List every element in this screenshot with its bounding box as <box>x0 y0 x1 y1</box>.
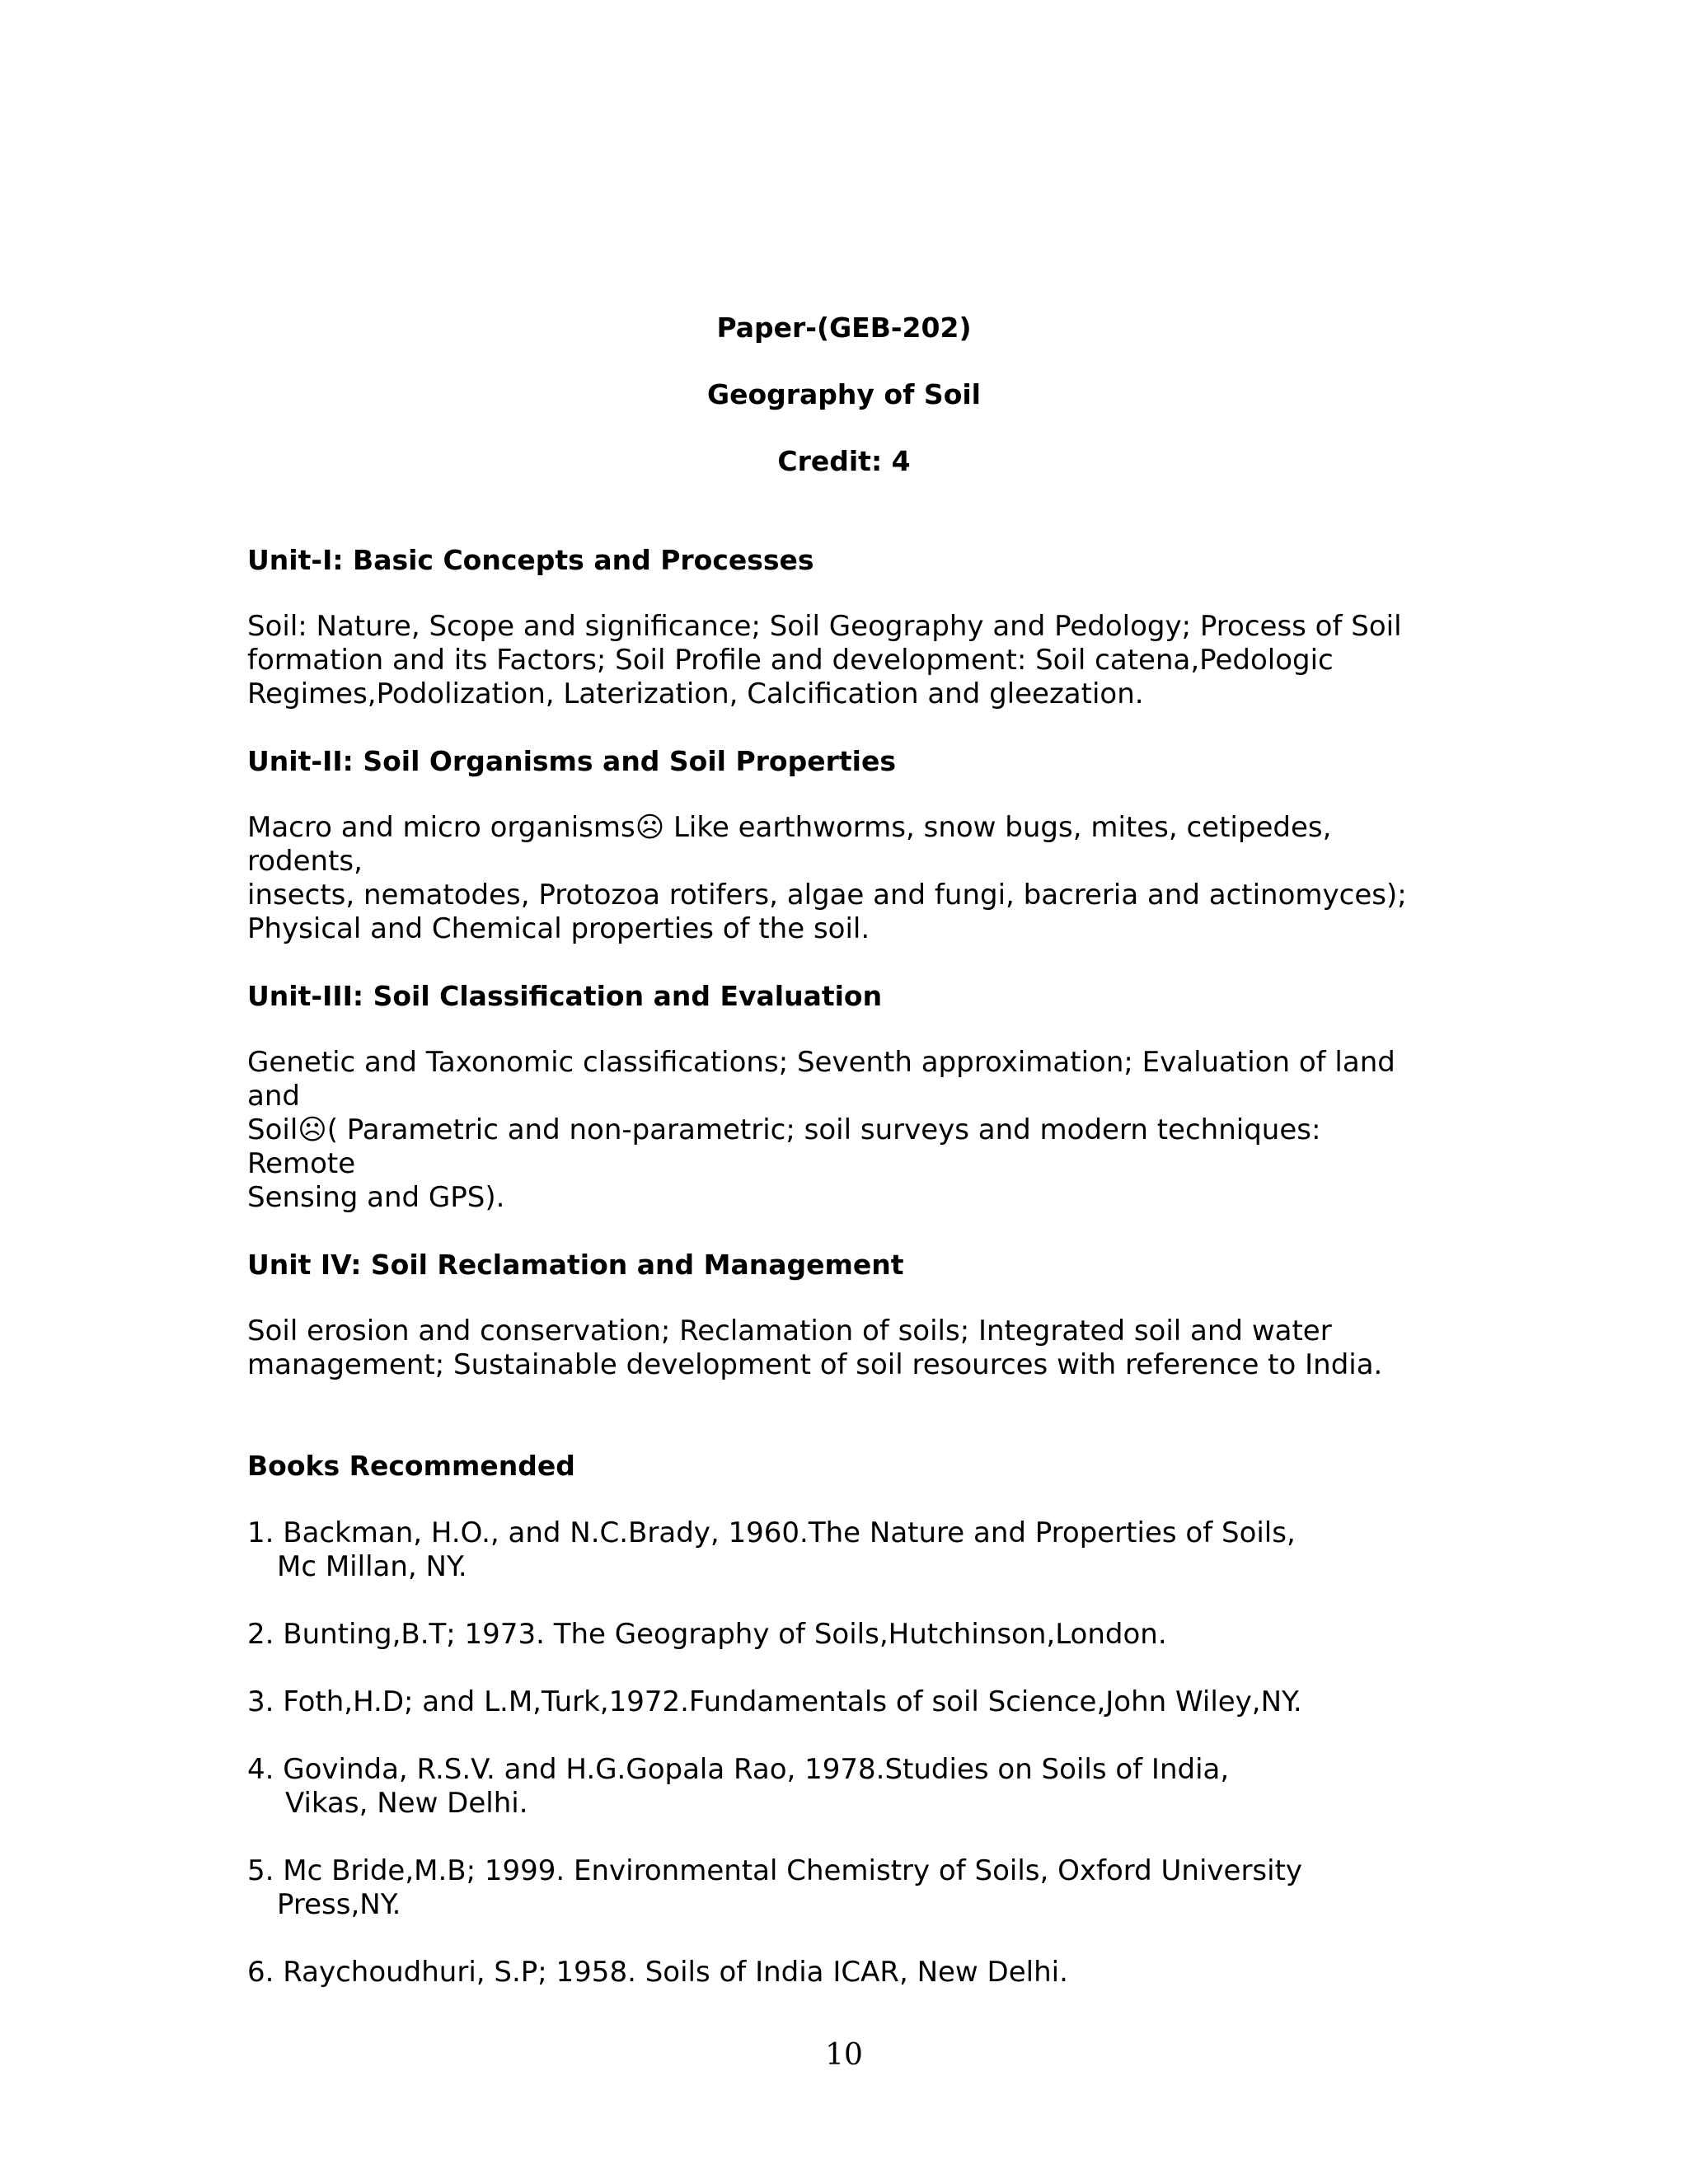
book-line: 4. Govinda, R.S.V. and H.G.Gopala Rao, 1978.Studies on Soils of India, <box>247 1753 1230 1786</box>
unit-body <box>247 811 1418 946</box>
unit-3 <box>247 980 1418 1215</box>
unit-line: Genetic and Taxonomic classifications; Seventh approximation; Evaluation of land and <box>247 1046 1395 1113</box>
unit-heading: Unit-I: Basic Concepts and Processes <box>247 544 814 576</box>
book-line: 2. Bunting,B.T; 1973. The Geography of Soils,Hutchinson,London. <box>247 1618 1167 1651</box>
book-line-continued: Mc Millan, NY. <box>277 1550 467 1583</box>
syllabus-content <box>247 544 1418 2023</box>
unit-line: Soil: Nature, Scope and significance; Soil Geography and Pedology; Process of Soil <box>247 610 1402 643</box>
book-line: 5. Mc Bride,M.B; 1999. Environmental Chemistry of Soils, Oxford University <box>247 1854 1303 1887</box>
unit-line: Soil erosion and conservation; Reclamation of soils; Integrated soil and water <box>247 1315 1332 1347</box>
books-recommended <box>247 1450 1418 1990</box>
book-item <box>247 1618 1418 1652</box>
books-heading: Books Recommended <box>247 1450 575 1482</box>
unit-line: Macro and micro organisms☹ Like earthworms, snow bugs, mites, cetipedes, rodents, <box>247 811 1332 878</box>
book-line: 6. Raychoudhuri, S.P; 1958. Soils of India ICAR, New Delhi. <box>247 1956 1068 1989</box>
book-item <box>247 1854 1418 1922</box>
book-item <box>247 1753 1418 1821</box>
unit-2 <box>247 745 1418 946</box>
unit-heading: Unit-II: Soil Organisms and Soil Properties <box>247 745 896 777</box>
unit-heading: Unit-III: Soil Classification and Evaluation <box>247 980 883 1012</box>
unit-heading: Unit IV: Soil Reclamation and Management <box>247 1249 904 1281</box>
book-item <box>247 1956 1418 1990</box>
book-line-continued: Press,NY. <box>277 1888 401 1921</box>
unit-line: Soil☹( Parametric and non-parametric; soil surveys and modern techniques: Remote <box>247 1113 1321 1180</box>
book-line: 1. Backman, H.O., and N.C.Brady, 1960.The Nature and Properties of Soils, <box>247 1516 1296 1549</box>
unit-body <box>247 610 1418 711</box>
unit-line: formation and its Factors; Soil Profile and development: Soil catena,Pedologic <box>247 644 1334 677</box>
paper-title: Geography of Soil <box>707 378 981 410</box>
unit-4 <box>247 1249 1418 1382</box>
unit-body <box>247 1046 1418 1215</box>
unit-1 <box>247 544 1418 711</box>
unit-line: management; Sustainable development of soil resources with reference to India. <box>247 1348 1383 1381</box>
paper-code: Paper-(GEB-202) <box>716 312 972 344</box>
unit-line: Regimes,Podolization, Laterization, Calcification and gleezation. <box>247 677 1144 710</box>
book-line: 3. Foth,H.D; and L.M,Turk,1972.Fundamentals of soil Science,John Wiley,NY. <box>247 1685 1302 1718</box>
book-item <box>247 1685 1418 1719</box>
unit-line: Sensing and GPS). <box>247 1181 505 1214</box>
book-line-continued: Vikas, New Delhi. <box>285 1787 528 1820</box>
unit-body <box>247 1315 1418 1382</box>
page-number: 10 <box>825 2038 863 2072</box>
unit-line: Physical and Chemical properties of the soil. <box>247 912 870 945</box>
paper-credit: Credit: 4 <box>777 445 911 477</box>
book-item <box>247 1516 1418 1584</box>
unit-line: insects, nematodes, Protozoa rotifers, algae and fungi, bacreria and actinomyces); <box>247 879 1407 912</box>
